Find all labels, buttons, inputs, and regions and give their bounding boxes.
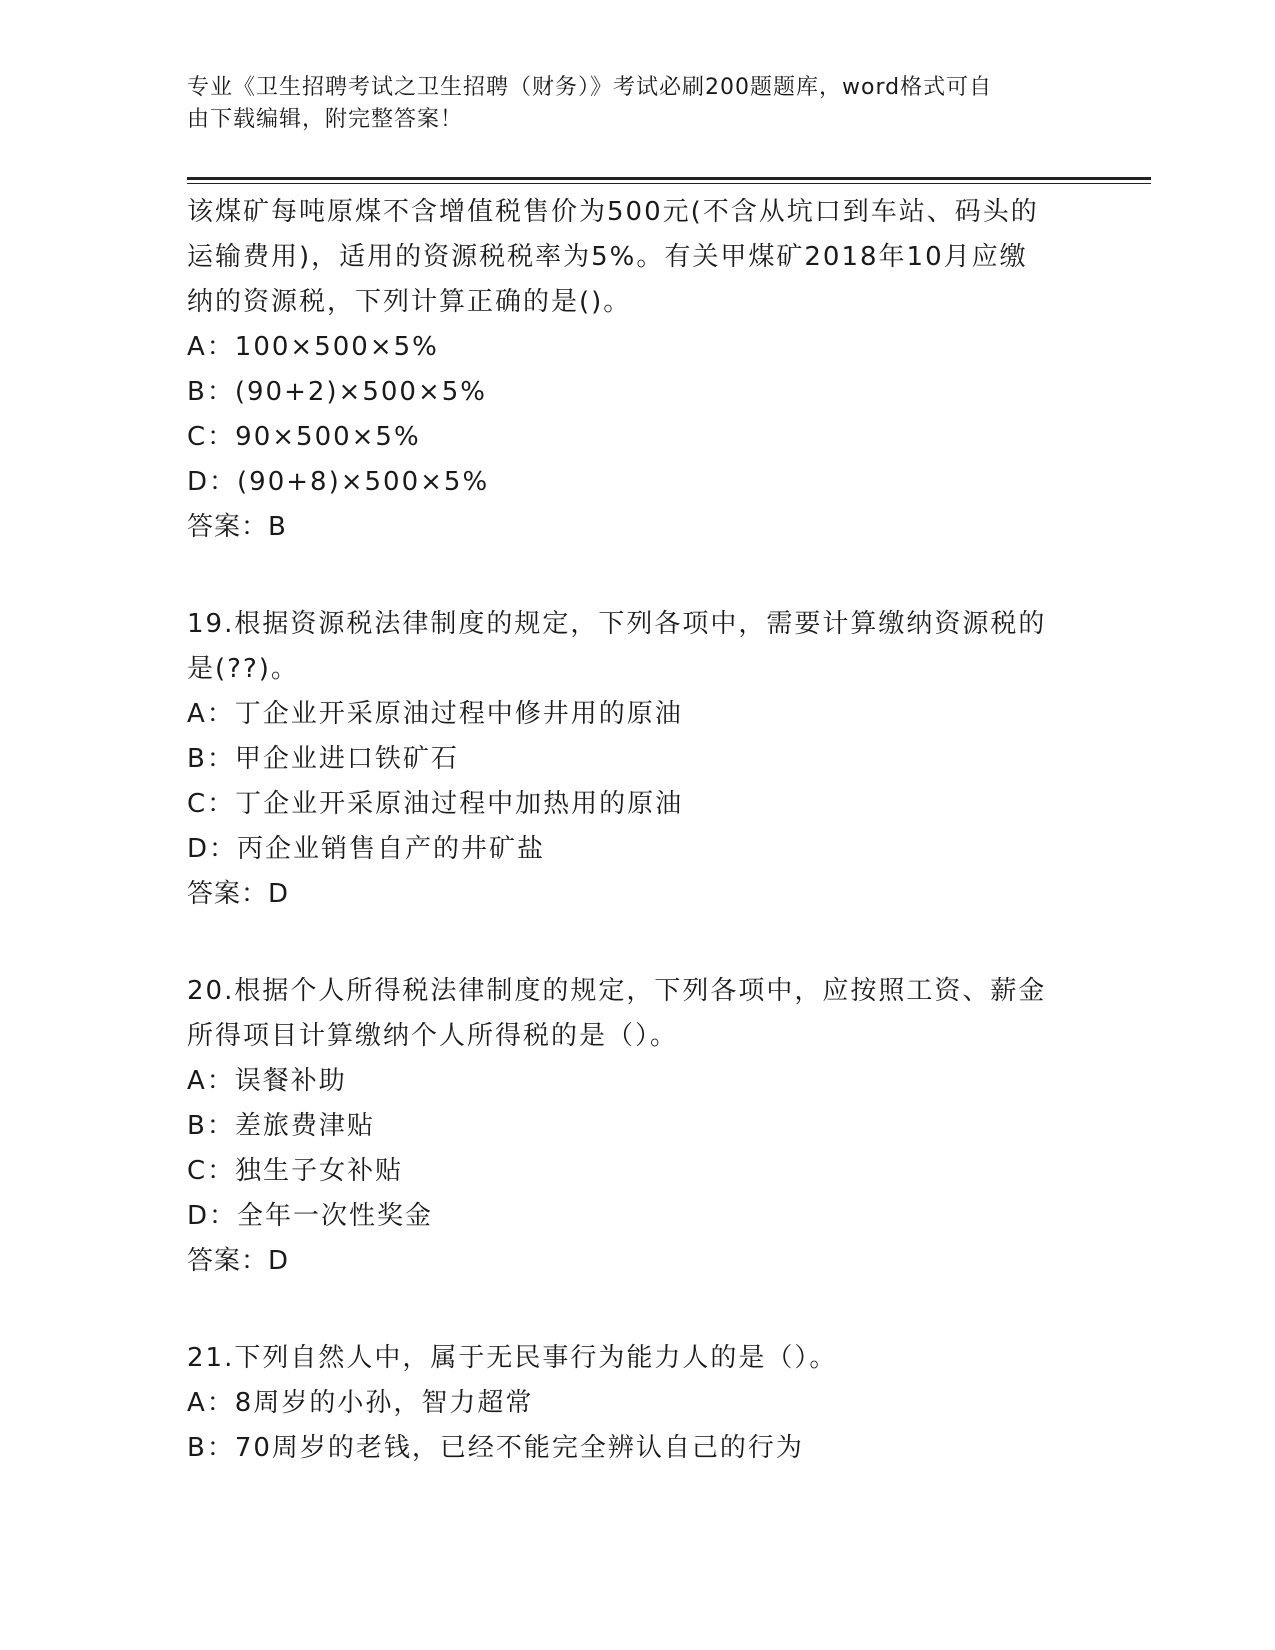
option-b: B：差旅费津贴	[187, 1111, 375, 1141]
option-d: D：丙企业销售自产的井矿盐	[187, 834, 546, 864]
option-c: C：90×500×5%	[187, 422, 421, 452]
question-text-line: 运输费用)，适用的资源税税率为5%。有关甲煤矿2018年10月应缴	[187, 242, 1028, 272]
option-b: B：(90+2)×500×5%	[187, 377, 487, 407]
question-block-18	[187, 190, 1087, 550]
header-line-2: 由下载编辑，附完整答案！	[187, 107, 464, 132]
option-a: A：丁企业开采原油过程中修井用的原油	[187, 699, 683, 729]
answer-line: 答案：D	[187, 1246, 290, 1276]
option-a: A：100×500×5%	[187, 332, 439, 362]
answer-line: 答案：B	[187, 512, 287, 542]
header-rule-thick	[187, 177, 1151, 180]
option-d: D：全年一次性奖金	[187, 1201, 434, 1231]
option-b: B：甲企业进口铁矿石	[187, 744, 459, 774]
question-text-line: 该煤矿每吨原煤不含增值税售价为500元(不含从坑口到车站、码头的	[187, 197, 1039, 227]
option-d: D：(90+8)×500×5%	[187, 467, 490, 497]
question-block-21	[187, 1336, 1087, 1471]
question-block-19	[187, 602, 1087, 917]
option-a: A：误餐补助	[187, 1066, 347, 1096]
question-text-line: 21.下列自然人中，属于无民事行为能力人的是（）。	[187, 1343, 838, 1373]
question-text-line: 所得项目计算缴纳个人所得税的是（）。	[187, 1021, 679, 1051]
question-text-line: 纳的资源税，下列计算正确的是()。	[187, 287, 632, 317]
header-line-1: 专业《卫生招聘考试之卫生招聘（财务）》考试必刷200题题库，word格式可自	[187, 75, 993, 100]
option-b: B：70周岁的老钱，已经不能完全辨认自己的行为	[187, 1433, 804, 1463]
option-a: A：8周岁的小孙，智力超常	[187, 1388, 534, 1418]
option-c: C：丁企业开采原油过程中加热用的原油	[187, 789, 684, 819]
header-rule-thin	[187, 183, 1151, 184]
answer-line: 答案：D	[187, 879, 290, 909]
question-text-line: 19.根据资源税法律制度的规定，下列各项中，需要计算缴纳资源税的	[187, 609, 1047, 639]
question-block-20	[187, 969, 1087, 1284]
question-text-line: 20.根据个人所得税法律制度的规定，下列各项中，应按照工资、薪金	[187, 976, 1047, 1006]
option-c: C：独生子女补贴	[187, 1156, 404, 1186]
question-text-line: 是(??)。	[187, 654, 299, 684]
question-list	[187, 190, 1087, 1471]
document-header	[187, 72, 1067, 136]
